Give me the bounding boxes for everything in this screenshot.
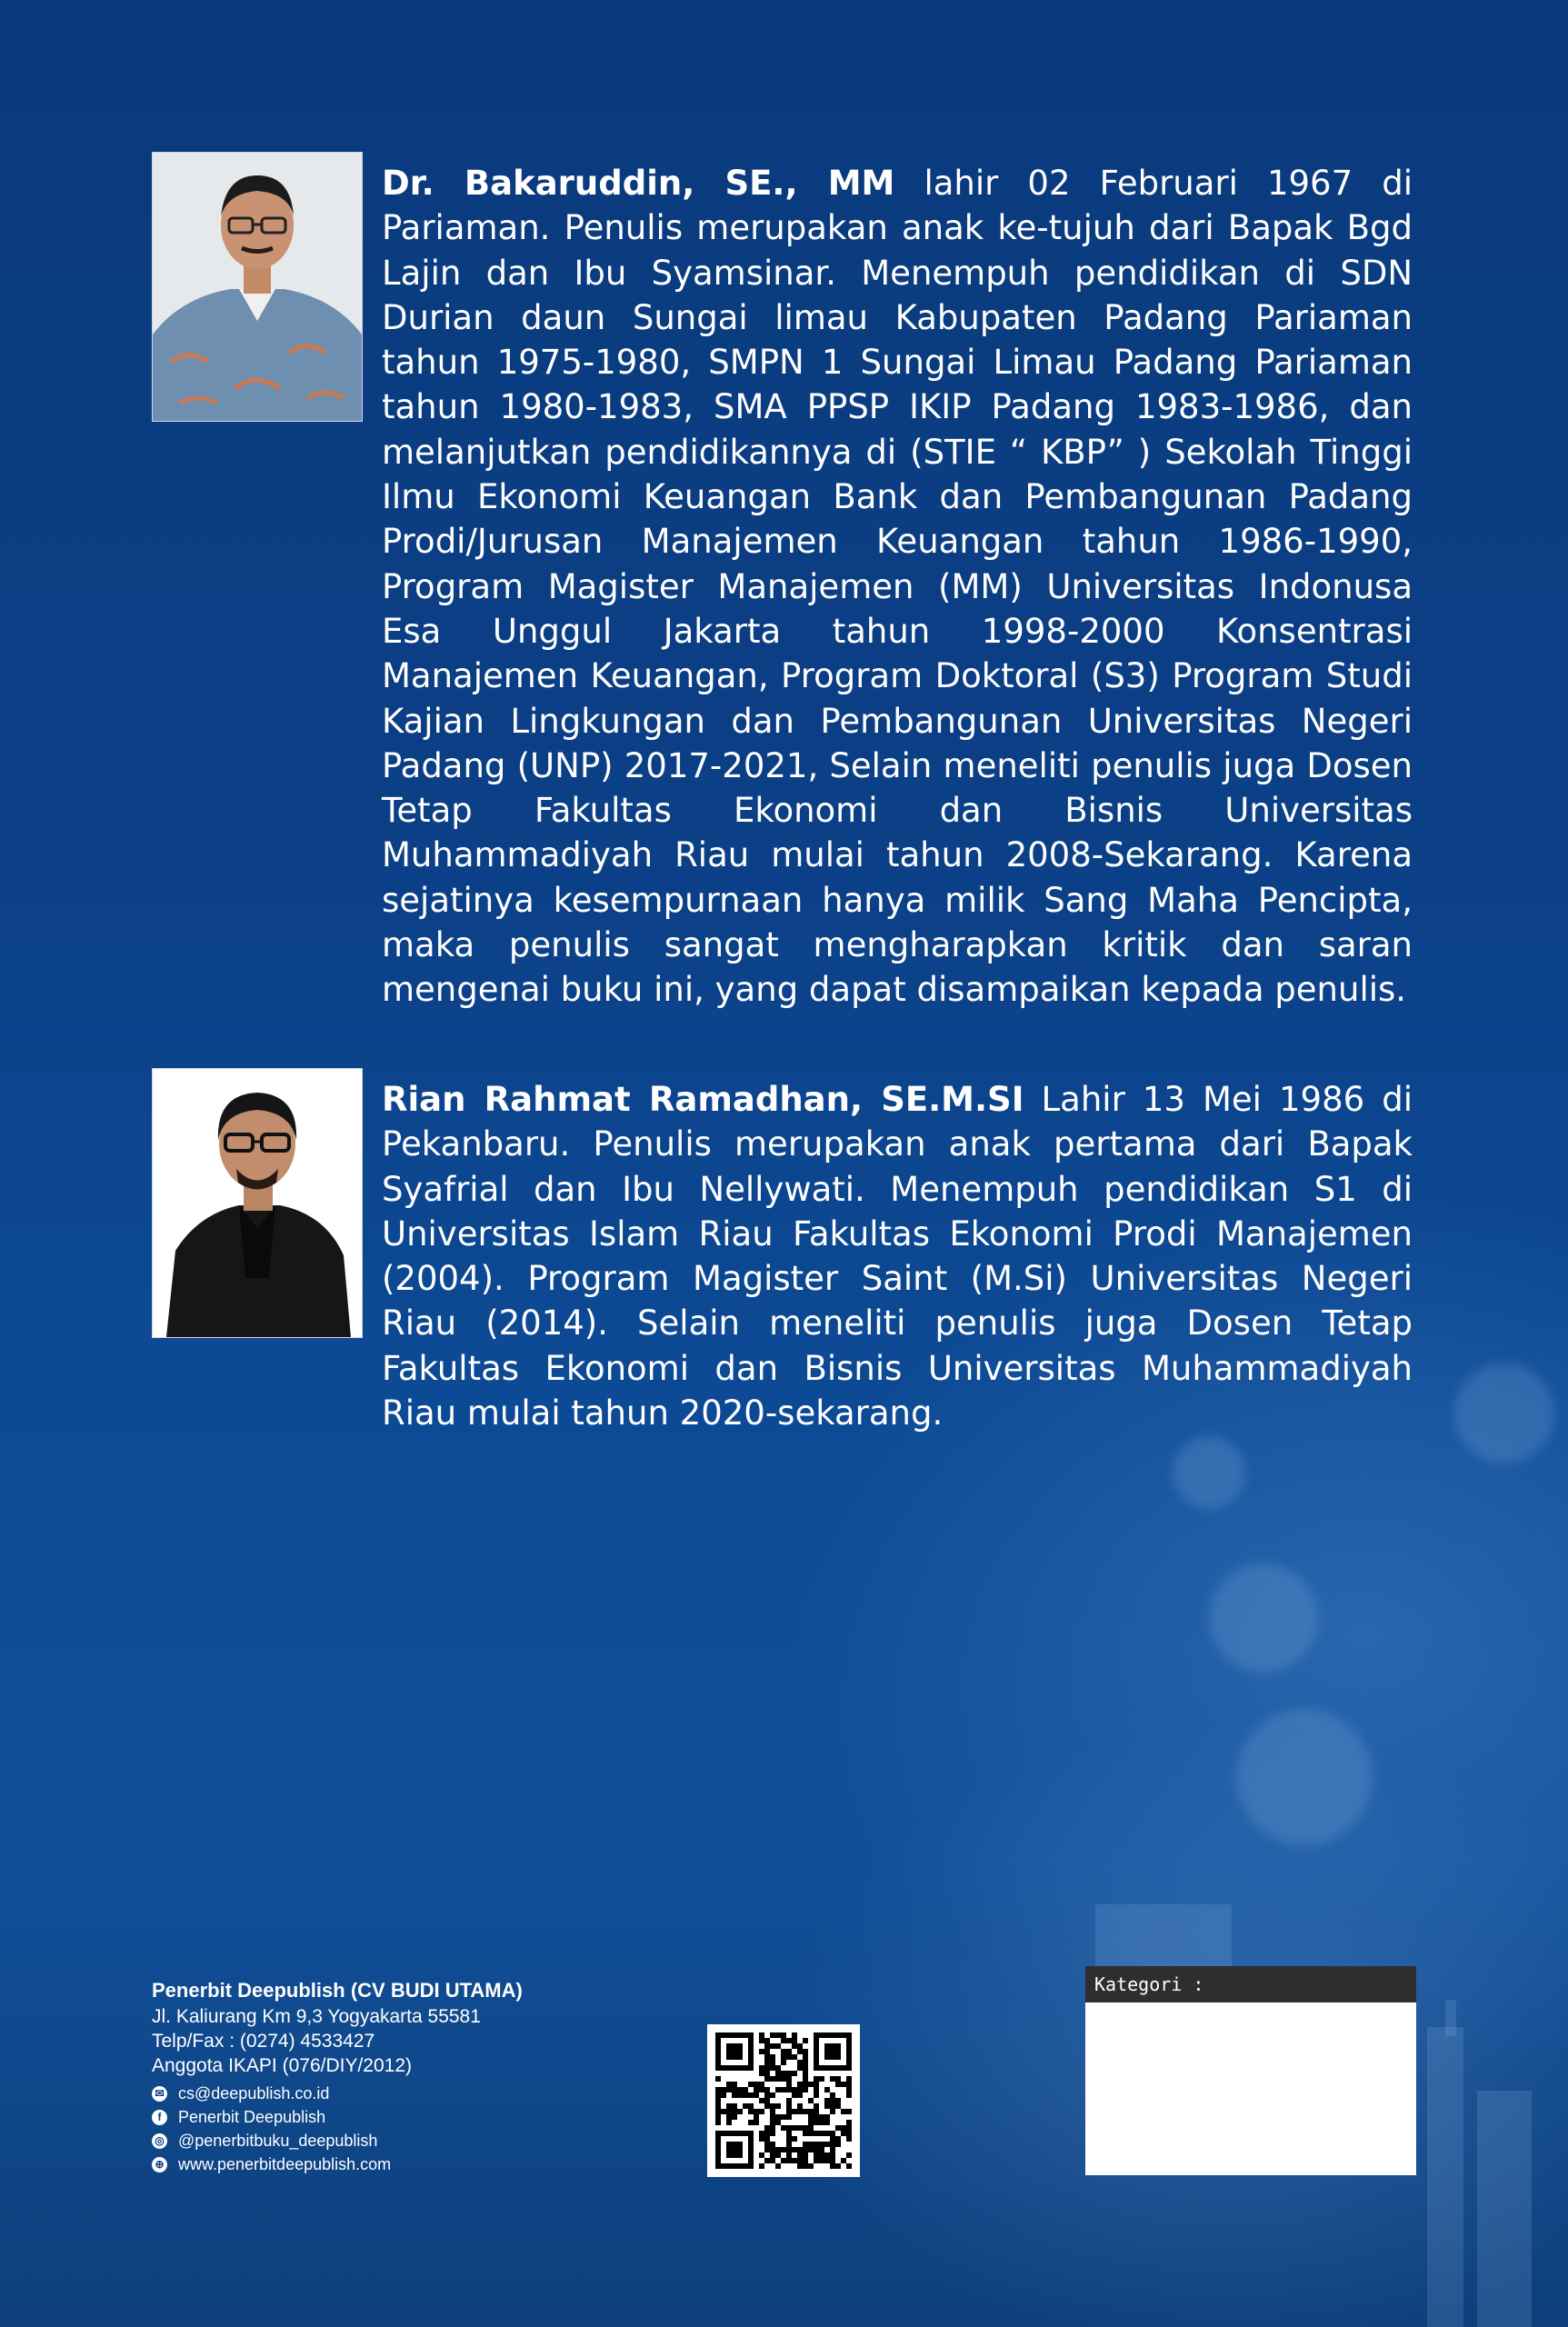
background-bokeh [1236,1709,1373,1845]
contact-email [152,2082,523,2105]
qr-module [814,2131,819,2136]
qr-module [732,2082,737,2087]
qr-module [792,2109,797,2114]
background-skyline [1427,2027,1463,2327]
qr-module [830,2131,835,2136]
qr-module [770,2076,775,2082]
qr-module [748,2109,754,2114]
qr-module [781,2158,786,2163]
qr-module [846,2087,852,2092]
qr-module [808,2098,814,2103]
qr-module [803,2054,808,2060]
qr-module [786,2109,792,2114]
qr-module [819,2114,824,2120]
qr-module [786,2158,792,2163]
qr-module [732,2103,737,2109]
qr-module [786,2087,792,2092]
qr-module [824,2087,830,2092]
qr-module [715,2103,721,2109]
qr-module [819,2131,824,2136]
qr-module [792,2054,797,2060]
qr-module [754,2120,759,2125]
qr-module [841,2131,846,2136]
qr-module [797,2092,803,2098]
qr-module [775,2152,781,2158]
qr-module [830,2136,835,2142]
qr-module [786,2152,792,2158]
qr-module [819,2158,824,2163]
qr-module [824,2098,830,2103]
qr-module [797,2158,803,2163]
qr-module [781,2076,786,2082]
qr-module [759,2038,764,2043]
qr-module [726,2114,732,2120]
qr-module [764,2092,770,2098]
qr-finder [726,2043,743,2060]
qr-module [764,2065,770,2071]
qr-code-image [707,2024,860,2177]
qr-module [770,2152,775,2158]
publisher-ikapi: Anggota IKAPI (076/DIY/2012) [152,2055,413,2076]
qr-module [835,2098,841,2103]
qr-code [707,2024,860,2177]
qr-module [732,2114,737,2120]
qr-module [775,2032,781,2038]
qr-module [841,2109,846,2114]
qr-module [732,2092,737,2098]
qr-module [835,2103,841,2109]
qr-module [846,2076,852,2082]
qr-module [775,2076,781,2082]
qr-module [721,2087,726,2092]
qr-module [759,2109,764,2114]
qr-module [770,2158,775,2163]
qr-module [797,2103,803,2109]
qr-module [803,2125,808,2131]
qr-module [797,2087,803,2092]
qr-module [841,2125,846,2131]
qr-module [797,2125,803,2131]
qr-module [764,2060,770,2065]
qr-module [775,2163,781,2169]
contact-facebook-text: Penerbit Deepublish [178,2108,326,2126]
qr-module [814,2087,819,2092]
qr-module [797,2152,803,2158]
qr-module [770,2125,775,2131]
qr-module [846,2109,852,2114]
qr-module [835,2082,841,2087]
publisher-info [152,1977,523,2176]
qr-module [797,2109,803,2114]
qr-module [803,2060,808,2065]
contact-instagram [152,2129,523,2152]
qr-module [770,2109,775,2114]
qr-module [830,2076,835,2082]
qr-module [830,2109,835,2114]
qr-module [792,2125,797,2131]
qr-module [754,2109,759,2114]
qr-module [808,2114,814,2120]
qr-module [759,2049,764,2054]
qr-module [764,2043,770,2049]
qr-module [775,2065,781,2071]
qr-module [748,2082,754,2087]
qr-module [808,2125,814,2131]
author-bio-text-1: lahir 02 Februari 1967 di Pariaman. Penulis merupakan anak ke-tujuh dari Bapak Bgd Lajin dan Ibu Syamsinar. Menempuh pendidikan di SDN Durian daun Sungai limau Kabupaten Padang Pariaman tahun 1975-1980, SMPN 1 Sungai Limau Padang Pariaman tahun 1980-1983, SMA PPSP IKIP Padang 1983-1986, dan melanjutkan pendidikannya di (STIE “ KBP” ) Sekolah Tinggi Ilmu Ekonomi Keuangan Bank dan Pembangunan Padang Prodi/Jurusan Manajemen Keuangan tahun 1986-1990, Program Magister Manajemen (MM) Universitas Indonusa Esa Unggul Jakarta tahun 1998-2000 Konsentrasi Manajemen Keuangan, Program Doktoral (S3) Program Studi Kajian Lingkungan dan Pembangunan Universitas Negeri Padang (UNP) 2017-2021, Selain meneliti penulis juga Dosen Tetap Fakultas Ekonomi dan Bisnis Universitas Muhammadiyah Riau mulai tahun 2008-Sekarang. Karena sejatinya kesempurnaan hanya milik Sang Maha Pencipta, maka penulis sangat mengharapkan kritik dan saran mengenai buku ini, yang dapat disampaikan kepada penulis. [382,164,1413,1010]
qr-module [792,2071,797,2076]
qr-module [824,2120,830,2125]
qr-finder [824,2043,841,2060]
qr-module [786,2038,792,2043]
globe-icon: ⊕ [152,2157,167,2172]
qr-module [797,2147,803,2152]
qr-module [764,2098,770,2103]
qr-module [824,2103,830,2109]
qr-module [775,2120,781,2125]
qr-module [737,2087,743,2092]
qr-module [715,2109,721,2114]
qr-module [824,2152,830,2158]
qr-module [775,2147,781,2152]
background-bokeh [1454,1363,1554,1463]
qr-module [814,2158,819,2163]
qr-module [786,2147,792,2152]
publisher-phone: Telp/Fax : (0274) 4533427 [152,2031,375,2052]
qr-module [808,2131,814,2136]
qr-module [841,2158,846,2163]
author-photo-1 [152,152,363,422]
qr-module [737,2109,743,2114]
author-photo-2-image [153,1069,362,1337]
qr-module [764,2136,770,2142]
qr-module [803,2131,808,2136]
qr-module [846,2136,852,2142]
qr-module [732,2109,737,2114]
qr-module [814,2103,819,2109]
qr-module [715,2076,721,2082]
qr-module [814,2152,819,2158]
qr-module [824,2142,830,2147]
qr-module [737,2092,743,2098]
qr-module [764,2158,770,2163]
qr-module [770,2054,775,2060]
qr-module [775,2043,781,2049]
email-icon: ✉ [152,2086,167,2102]
qr-module [792,2087,797,2092]
qr-module [803,2071,808,2076]
qr-module [814,2114,819,2120]
qr-module [775,2071,781,2076]
background-skyline [1095,1904,1232,1968]
qr-module [715,2092,721,2098]
qr-module [759,2131,764,2136]
qr-module [764,2054,770,2060]
contact-instagram-text: @penerbitbuku_deepublish [178,2132,378,2150]
qr-module [786,2125,792,2131]
qr-module [764,2142,770,2147]
qr-module [803,2142,808,2147]
qr-module [726,2087,732,2092]
qr-module [781,2032,786,2038]
qr-module [792,2136,797,2142]
qr-module [754,2082,759,2087]
contact-email-text: cs@deepublish.co.id [178,2084,330,2102]
qr-module [770,2043,775,2049]
qr-module [808,2082,814,2087]
qr-module [819,2152,824,2158]
qr-module [814,2082,819,2087]
author-name-2: Rian Rahmat Ramadhan, SE.M.SI [382,1080,1024,1119]
qr-module [830,2098,835,2103]
qr-module [770,2147,775,2152]
qr-module [797,2049,803,2054]
qr-module [721,2092,726,2098]
qr-module [808,2109,814,2114]
qr-module [748,2092,754,2098]
qr-module [770,2114,775,2120]
qr-module [748,2103,754,2109]
qr-module [781,2114,786,2120]
qr-module [770,2092,775,2098]
qr-module [814,2076,819,2082]
qr-module [786,2098,792,2103]
kategori-label: Kategori : [1085,1966,1416,2002]
qr-module [715,2098,721,2103]
qr-module [759,2098,764,2103]
qr-module [715,2114,721,2120]
qr-module [808,2163,814,2169]
qr-module [846,2082,852,2087]
qr-module [748,2120,754,2125]
qr-module [814,2092,819,2098]
qr-module [835,2125,841,2131]
qr-module [819,2142,824,2147]
qr-module [808,2147,814,2152]
qr-module [808,2142,814,2147]
author-name-1: Dr. Bakaruddin, SE., MM [382,164,895,203]
qr-module [781,2054,786,2060]
qr-module [743,2103,748,2109]
qr-module [721,2109,726,2114]
qr-module [781,2087,786,2092]
author-photo-2 [152,1068,363,1338]
qr-module [830,2163,835,2169]
qr-module [835,2136,841,2142]
qr-module [814,2142,819,2147]
qr-module [775,2087,781,2092]
qr-module [830,2092,835,2098]
qr-module [803,2065,808,2071]
publisher-address: Jl. Kaliurang Km 9,3 Yogyakarta 55581 [152,2006,481,2027]
qr-module [764,2087,770,2092]
qr-module [803,2163,808,2169]
qr-module [754,2114,759,2120]
qr-module [797,2065,803,2071]
qr-module [715,2120,721,2125]
qr-module [830,2158,835,2163]
qr-module [835,2142,841,2147]
qr-module [797,2060,803,2065]
qr-module [841,2082,846,2087]
qr-module [792,2147,797,2152]
qr-module [781,2147,786,2152]
contact-website-text: www.penerbitdeepublish.com [178,2155,392,2173]
qr-module [759,2071,764,2076]
qr-module [764,2125,770,2131]
qr-module [846,2152,852,2158]
qr-module [819,2120,824,2125]
contact-facebook [152,2105,523,2129]
qr-module [797,2043,803,2049]
qr-module [830,2152,835,2158]
qr-module [726,2120,732,2125]
qr-module [786,2131,792,2136]
qr-module [797,2082,803,2087]
qr-module [792,2032,797,2038]
qr-module [764,2147,770,2152]
qr-module [775,2114,781,2120]
qr-module [846,2163,852,2169]
qr-module [759,2065,764,2071]
qr-module [726,2082,732,2087]
qr-module [808,2120,814,2125]
qr-module [814,2147,819,2152]
qr-module [781,2125,786,2131]
background-skyline [1445,2000,1456,2036]
qr-module [770,2065,775,2071]
qr-module [803,2109,808,2114]
qr-module [743,2092,748,2098]
qr-module [803,2147,808,2152]
qr-module [797,2163,803,2169]
qr-module [830,2142,835,2147]
instagram-icon: ◎ [152,2133,167,2149]
qr-module [803,2076,808,2082]
qr-module [786,2071,792,2076]
qr-module [764,2131,770,2136]
qr-module [770,2131,775,2136]
qr-module [759,2082,764,2087]
qr-module [759,2152,764,2158]
qr-module [764,2038,770,2043]
qr-module [715,2087,721,2092]
qr-module [781,2049,786,2054]
qr-module [764,2076,770,2082]
qr-module [781,2038,786,2043]
author-photo-1-image [153,153,362,421]
qr-module [770,2120,775,2125]
qr-module [814,2120,819,2125]
qr-module [759,2032,764,2038]
qr-module [786,2142,792,2147]
qr-module [743,2087,748,2092]
qr-module [835,2076,841,2082]
qr-module [803,2152,808,2158]
qr-module [786,2103,792,2109]
qr-module [764,2103,770,2109]
qr-module [754,2092,759,2098]
background-bokeh [1209,1563,1318,1673]
qr-module [764,2071,770,2076]
qr-module [770,2060,775,2065]
qr-module [792,2158,797,2163]
qr-module [803,2087,808,2092]
qr-module [786,2082,792,2087]
qr-module [846,2131,852,2136]
qr-module [819,2147,824,2152]
qr-module [835,2163,841,2169]
background-bokeh [1173,1436,1245,1509]
qr-module [786,2054,792,2060]
qr-module [781,2071,786,2076]
contact-website [152,2152,523,2176]
qr-module [803,2082,808,2087]
qr-finder [726,2142,743,2158]
qr-module [726,2109,732,2114]
qr-module [792,2092,797,2098]
kategori-box [1085,1966,1416,2175]
qr-module [814,2109,819,2114]
author-bio-text-2: Lahir 13 Mei 1986 di Pekanbaru. Penulis merupakan anak pertama dari Bapak Syafrial dan Ibu Nellywati. Menempuh pendidikan S1 di Universitas Islam Riau Fakultas Ekonomi Prodi Manajemen (2004). Program Magister Saint (M.Si) Universitas Negeri Riau (2014). Selain meneliti penulis juga Dosen Tetap Fakultas Ekonomi dan Bisnis Universitas Muhammadiyah Riau mulai tahun 2020-sekarang. [382,1080,1413,1433]
qr-module [846,2092,852,2098]
qr-module [830,2103,835,2109]
qr-module [786,2136,792,2142]
qr-module [770,2142,775,2147]
qr-module [754,2087,759,2092]
qr-module [830,2147,835,2152]
qr-module [803,2049,808,2054]
background-skyline [1477,2091,1532,2327]
qr-module [803,2158,808,2163]
qr-module [792,2038,797,2043]
qr-module [786,2049,792,2054]
qr-module [770,2032,775,2038]
facebook-icon: f [152,2110,167,2125]
publisher-name: Penerbit Deepublish (CV BUDI UTAMA) [152,1979,523,2002]
qr-module [846,2125,852,2131]
qr-module [792,2043,797,2049]
qr-module [770,2103,775,2109]
qr-module [775,2103,781,2109]
qr-module [824,2158,830,2163]
qr-module [824,2114,830,2120]
qr-module [759,2087,764,2092]
qr-module [786,2076,792,2082]
qr-module [781,2060,786,2065]
qr-module [759,2136,764,2142]
qr-module [803,2038,808,2043]
qr-module [819,2076,824,2082]
qr-module [786,2114,792,2120]
qr-module [726,2103,732,2109]
qr-module [732,2087,737,2092]
qr-module [759,2163,764,2169]
qr-module [846,2120,852,2125]
qr-module [824,2131,830,2136]
qr-module [764,2049,770,2054]
